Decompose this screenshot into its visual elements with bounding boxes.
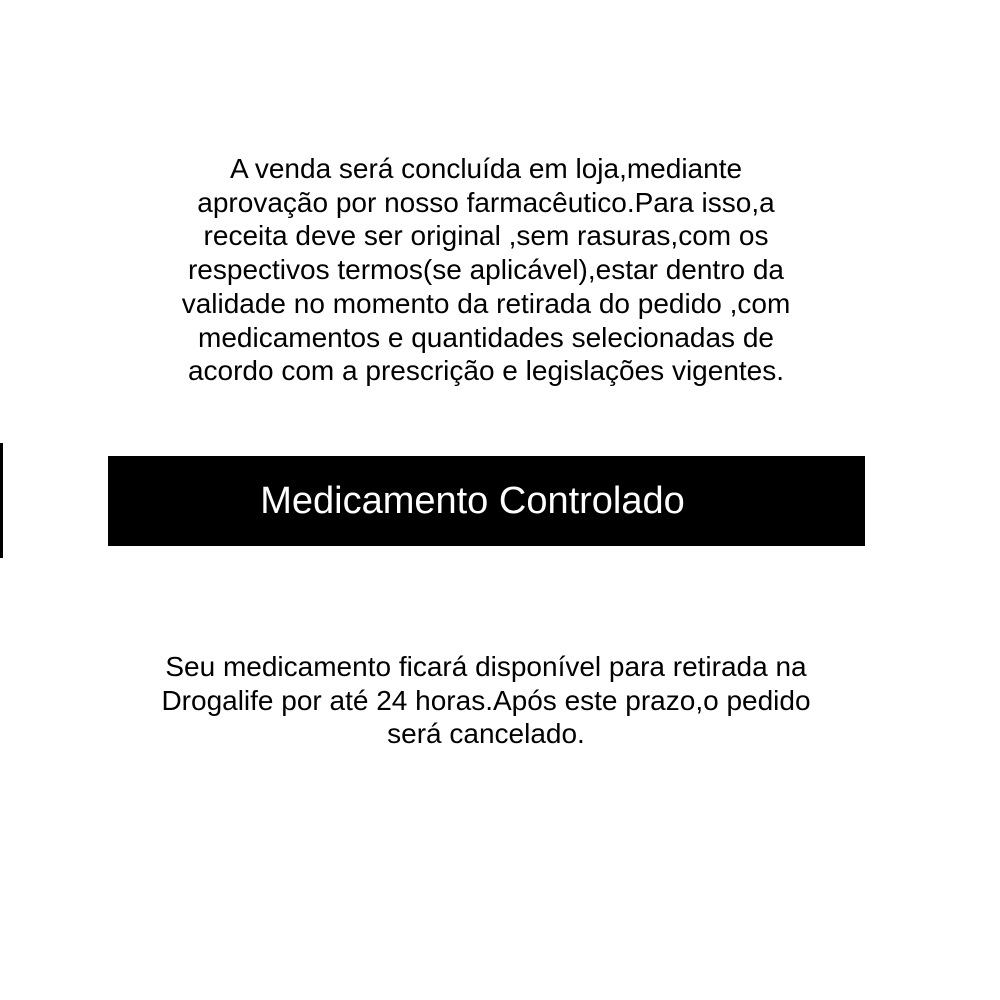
text-line: validade no momento da retirada do pedido ,com bbox=[181, 287, 791, 319]
controlled-medication-banner bbox=[108, 456, 865, 546]
text-line: será cancelado. bbox=[387, 718, 585, 750]
text-line: acordo com a prescrição e legislações vigentes. bbox=[187, 355, 785, 387]
banner-label: Medicamento Controlado bbox=[260, 479, 685, 522]
text-line: medicamentos e quantidades selecionadas de bbox=[198, 321, 774, 353]
text-line: A venda será concluída em loja,mediante bbox=[229, 153, 743, 184]
text-line: aprovação por nosso farmacêutico.Para isso,a bbox=[197, 186, 775, 218]
sale-conditions-paragraph bbox=[0, 152, 972, 388]
text-line: Seu medicamento ficará disponível para retirada na bbox=[165, 651, 807, 682]
left-edge-banner-fragment bbox=[0, 443, 3, 558]
text-line: respectivos termos(se aplicável),estar dentro da bbox=[187, 254, 785, 286]
pickup-deadline-paragraph bbox=[0, 650, 972, 751]
text-line: Drogalife por até 24 horas.Após este prazo,o pedido bbox=[161, 684, 811, 716]
text-line: receita deve ser original ,sem rasuras,com os bbox=[203, 220, 769, 252]
